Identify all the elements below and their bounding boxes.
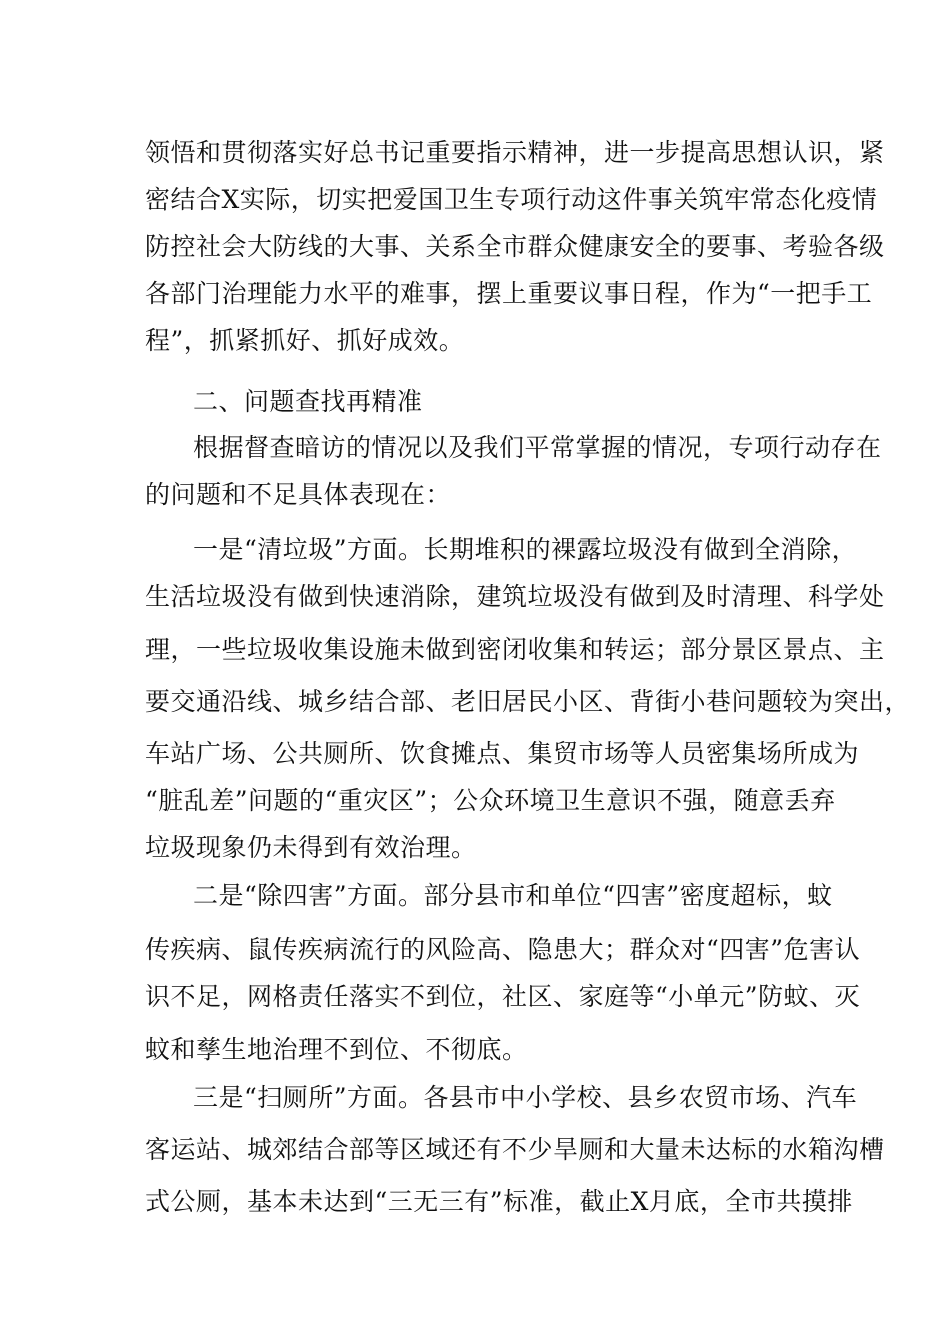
body-text-line: 理，一些垃圾收集设施未做到密闭收集和转运；部分景区景点、主 [145,635,885,664]
body-text-line: 生活垃圾没有做到快速消除，建筑垃圾没有做到及时清理、科学处 [145,582,885,611]
body-text-line: 密结合X实际，切实把爱国卫生专项行动这件事关筑牢常态化疫情 [145,185,878,214]
body-text-line: 的问题和不足具体表现在： [145,480,452,509]
body-text-line: 式公厕，基本未达到“三无三有”标准，截止X月底，全市共摸排 [145,1187,853,1216]
paragraph-first-line: 一是“清垃圾”方面。长期堆积的裸露垃圾没有做到全消除， [193,535,858,564]
body-text-line: 蚊和孳生地治理不到位、不彻底。 [145,1035,528,1064]
body-text-line: 识不足，网格责任落实不到位，社区、家庭等“小单元”防蚊、灭 [145,982,861,1011]
paragraph-first-line: 二是“除四害”方面。部分县市和单位“四害”密度超标，蚊 [193,881,833,910]
body-text-line: 防控社会大防线的大事、关系全市群众健康安全的要事、考验各级 [145,232,885,261]
paragraph-first-line: 根据督查暗访的情况以及我们平常掌握的情况，专项行动存在 [193,433,882,462]
body-text-line: 要交通沿线、城乡结合部、老旧居民小区、背街小巷问题较为突出， [145,687,911,716]
body-text-line: 垃圾现象仍未得到有效治理。 [145,833,477,862]
body-text-line: 领悟和贯彻落实好总书记重要指示精神，进一步提高思想认识，紧 [145,138,885,167]
body-text-line: 各部门治理能力水平的难事，摆上重要议事日程，作为“一把手工 [145,279,873,308]
body-text-line: 车站广场、公共厕所、饮食摊点、集贸市场等人员密集场所成为 [145,739,860,768]
body-text-line: 程”，抓紧抓好、抓好成效。 [145,326,465,355]
section-heading: 二、问题查找再精准 [193,387,423,416]
body-text-line: 客运站、城郊结合部等区域还有不少旱厕和大量未达标的水箱沟槽 [145,1135,885,1164]
body-text-line: “脏乱差”问题的“重灾区”；公众环境卫生意识不强，随意丢弃 [145,786,836,815]
body-text-line: 传疾病、鼠传疾病流行的风险高、隐患大；群众对“四害”危害认 [145,935,861,964]
paragraph-first-line: 三是“扫厕所”方面。各县市中小学校、县乡农贸市场、汽车 [193,1083,858,1112]
